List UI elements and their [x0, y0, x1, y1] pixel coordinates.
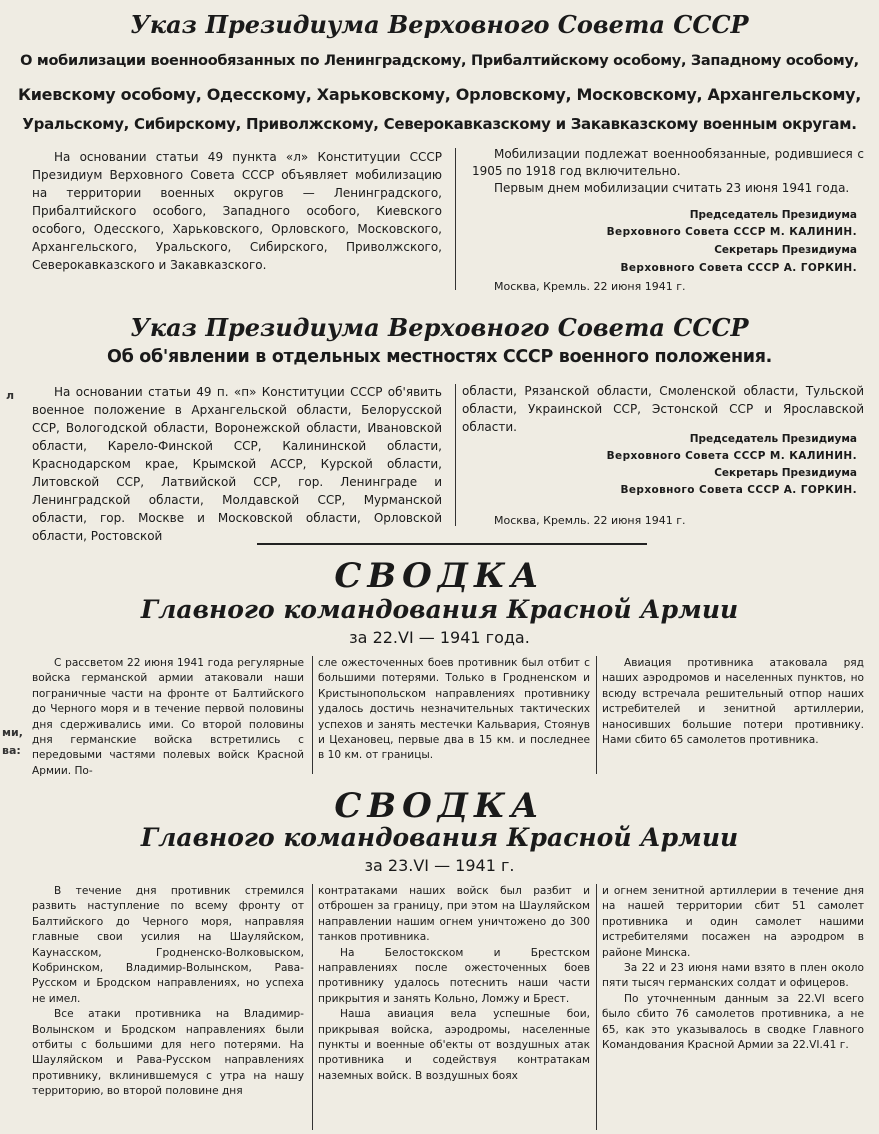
decree2-subtitle: Об об'явлении в отдельных местностях СССР военного положения. [107, 347, 772, 367]
decree1-title: Указ Президиума Верховного Совета СССР [130, 10, 749, 39]
report2-rule-2 [596, 884, 597, 1130]
decree1-subtitle-line2: Киевскому особому, Одесскому, Харьковскому, Орловскому, Московскому, Архангельскому, [17, 85, 862, 104]
report2-col2-para2: На Белостокском и Брестском направлениях после ожесточенных боев противнику удалось потеснить наши части прикрытия и занять Кольно, Ломжу и Брест. [318, 946, 590, 1005]
report1-column-1 [32, 656, 304, 780]
decree1-subtitle-line3: Уральскому, Сибирскому, Приволжскому, Северокавказскому и Закавказскому военным округам. [22, 115, 857, 133]
decree2-right-column [462, 382, 864, 434]
decree1-chair-title: Председатель Президиума [689, 209, 857, 221]
decree2-column-rule [455, 384, 456, 526]
report1-heading: СВОДКА [334, 556, 545, 596]
report1-column-3 [602, 656, 864, 780]
decree1-left-column [32, 148, 442, 302]
decree2-secretary-title: Секретарь Президиума [714, 467, 857, 479]
decree1-chair-name: Верховного Совета СССР М. КАЛИНИН. [606, 226, 857, 238]
decree1-secretary-title: Секретарь Президиума [714, 244, 857, 256]
report2-col3-para3: По уточненным данным за 22.VI всего было сбито 76 самолетов противника, а не 65, как это указывалось в сводке Главного Командования Красной Армии за 22.VI.41 г. [602, 992, 864, 1052]
decree2-body: На основании статьи 49 п. «п» Конституции СССР об'явить военное положение в Архангельской области, Белорусской ССР, Вологодской области, Воронежской области, Ивановской области, Карело-Финской ССР, Калининской области, Краснодарском крае, Крымской АССР, Курской области, Литовской ССР, Латвийской ССР, гор. Ленинграде и Ленинградской области, Молдавской ССР, Мурманской области, гор. Москве и Московской области, Орловской области, Ростовской [32, 385, 442, 543]
decree2-chair-title: Председатель Президиума [689, 433, 857, 445]
decree2-chair-name: Верховного Совета СССР М. КАЛИНИН. [606, 450, 857, 462]
decree2-secretary-name: Верховного Совета СССР А. ГОРКИН. [620, 484, 857, 496]
report1-text-3: Авиация противника атаковала ряд наших аэродромов и населенных пунктов, но всюду встречала решительный отпор наших истребителей и зенитной артиллерии, наносивших большие потери противнику. Нами сбито 65 самолетов противника. [602, 657, 864, 747]
report2-col2-para1: контратаками наших войск был разбит и отброшен за границу, при этом на Шауляйском направлении нашим огнем уничтожено до 300 танков противника. [318, 885, 590, 944]
report1-date: за 22.VI — 1941 года. [349, 628, 530, 647]
report2-rule-1 [312, 884, 313, 1130]
report2-heading: СВОДКА [334, 786, 545, 826]
report1-text-2: сле ожесточенных боев противник был отбит с большими потерями. Только в Гродненском и Кристынопольском направлениях противнику удалось достичь незначительных тактических успехов и занять местечки Кальвария, Стоянув и Цехановец, первые два в 15 км. и последнее в 10 км. от границы. [318, 657, 590, 762]
report2-column-2 [318, 884, 590, 1132]
report1-rule-1 [312, 656, 313, 774]
decree2-left-column [32, 383, 442, 543]
report2-col2-para3: Наша авиация вела успешные бои, прикрывая войска, аэродромы, населенные пункты и военные об'екты от воздушных атак противника и содействуя контратакам наземных войск. В воздушных боях [318, 1008, 590, 1082]
report2-subheading: Главного командования Красной Армии [140, 823, 739, 852]
report2-date: за 23.VI — 1941 г. [364, 856, 515, 875]
decree2-title: Указ Президиума Верховного Совета СССР [130, 313, 749, 342]
decree1-subtitle-line1: О мобилизации военнообязанных по Ленинградскому, Прибалтийскому особому, Западному особому, [20, 53, 859, 69]
decree1-body: На основании статьи 49 пункта «л» Конституции СССР Президиум Верховного Совета СССР объявляет мобилизацию на территории военных округов — Ленинградского, Прибалтийского особого, Западного особого, Киевского особого, Одесского, Харьковского, Орловского, Московского, Архангельского, Уральского, Сибирского, Приволжского, Северокавказского и Закавказского. [32, 150, 442, 272]
report2-col1-para2: Все атаки противника на Владимир-Волынском и Бродском направлениях были отбиты с большими для него потерями. На Шауляйском и Рава-Русском направлениях противнику, вклинившемуся с утра на нашу территорию, во второй половине дня [32, 1008, 304, 1098]
decree1-secretary-name: Верховного Совета СССР А. ГОРКИН. [620, 262, 857, 274]
decree1-right-column [472, 146, 864, 212]
decree1-place-date: Москва, Кремль. 22 июня 1941 г. [494, 280, 686, 293]
decree1-mobilization-text: Мобилизации подлежат военнообязанные, родившиеся с 1905 по 1918 год включительно. [472, 147, 864, 178]
report2-col3-para1: и огнем зенитной артиллерии в течение дня на нашей территории сбит 51 самолет противника и один самолет нашими истребителями посажен на аэродром в районе Минска. [602, 885, 864, 959]
report2-column-3 [602, 884, 864, 1132]
report1-column-2 [318, 656, 590, 780]
report1-subheading: Главного командования Красной Армии [140, 595, 739, 624]
decree2-regions-continued: области, Рязанской области, Смоленской области, Тульской области, Украинской ССР, Эстонской ССР и Ярославской области. [462, 384, 864, 434]
report2-col1-para1: В течение дня противник стремился развить наступление по всему фронту от Балтийского до Черного моря, направляя главные свои усилия на Шауляйском, Каунасском, Гродненско-Волковыском, Кобринском, Владимир-Волынском, Рава-Русском и Бродском направлениях, но успеха не имел. [32, 885, 304, 1005]
section-divider [257, 543, 647, 545]
decree1-column-rule [455, 148, 456, 290]
margin-fragment-1: л [6, 389, 15, 402]
decree2-place-date: Москва, Кремль. 22 июня 1941 г. [494, 514, 686, 527]
report2-column-1 [32, 884, 304, 1132]
report1-rule-2 [596, 656, 597, 774]
margin-fragment-3: ва: [2, 744, 21, 757]
report1-text-1: С рассветом 22 июня 1941 года регулярные войска германской армии атаковали наши пограничные части на фронте от Балтийского до Черного моря и в течение первой половины дня сдерживались ими. Со второй половины дня германские войска встретились с передовыми частями полевых войск Красной Армии. По- [32, 657, 304, 777]
report2-col3-para2: За 22 и 23 июня нами взято в плен около пяти тысяч германских солдат и офицеров. [602, 962, 864, 990]
decree1-first-day-text: Первым днем мобилизации считать 23 июня 1941 года. [494, 181, 850, 195]
margin-fragment-2: ми, [2, 726, 23, 739]
